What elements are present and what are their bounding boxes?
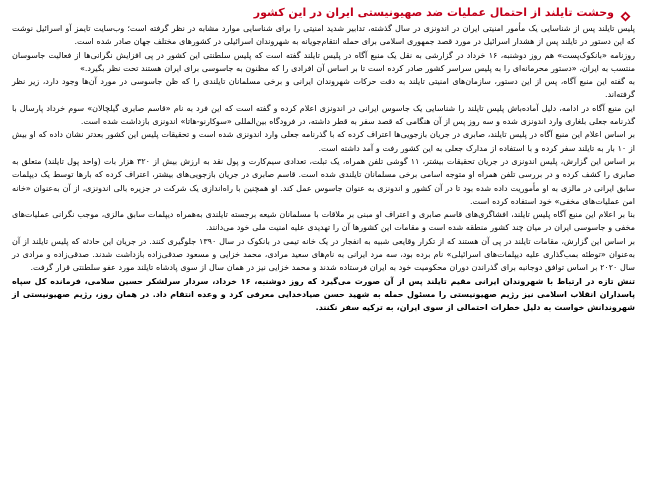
article-paragraph-1: پلیس تایلند پس از شناسایی یک مأمور امنیتی ایران در اندونزی در سال گذشته، تدابیر شدید امنیتی را برای شناسایی موارد مشابه در نظر گرفته است؛ وب‌سایت تایمز آو اسرائیل نوشت که این دستور در تایلند پس از هشدار اسرائیل در مورد قصد جمهوری اسلامی برای حمله انتقام‌جویانه به شهروندان اسرائیلی در کشورهای مختلف جهان صادر شده است. [12,24,635,47]
article-header [12,6,635,19]
article-paragraph-4: این منبع آگاه در ادامه، دلیل آماده‌باش پلیس تایلند را شناسایی یک جاسوس ایرانی در اندونزی اعلام کرده و گفته است که این فرد به نام «قاسم صابری گیلچالان» سوم خرداد پارسال با گذرنامه جعلی بلغاری وارد اندونزی شده و سه روز پس از آن هنگامی که قصد سفر به قطر داشته، در فرودگاه بین‌المللی «سوکارنو-هاتا» اندونزی بازداشت شده است. [12,103,635,127]
red-diamond-bullet-icon [620,7,631,18]
article-paragraph-9: تنش تازه در ارتباط با شهروندان ایرانی مقیم تایلند پس از آن صورت می‌گیرد که روز دوشنبه، ۱۶ خرداد، سردار سرلشکر حسین سلامی، فرمانده کل سپاه پاسداران انقلاب اسلامی نیز رژیم صهیونیستی را مسئول حمله به شهید حسن صیاد‌خدایی معرفی کرد و وعده انتقام داد. در همان روز، رژیم صهیونیستی از شهروندانش خواست به دلیل خطرات احتمالی از سوی ایران، به ترکیه سفر نکنند. [12,276,635,313]
article-paragraph-2: روزنامه «بانکوک‌پست» هم روز دوشنبه، ۱۶ خرداد در گزارشی به نقل یک منبع آگاه در پلیس تایلند گفته است که پلیس سلطنتی این کشور در پی افزایش نگرانی‌ها از فعالیت جاسوسان منتسب به ایران، «دستور محرمانه‌ای را به پلیس سراسر کشور صادر کرده است تا بر اساس آن افرادی را که مظنون به جاسوسی برای ایران هستند تحت نظر بگیرد.» [12,50,635,73]
article-paragraph-3: به گفته این منبع آگاه، پس از این دستور، سازمان‌های امنیتی تایلند به دقت حرکات شهروندان ایرانی و برخی مسلمانان تایلندی را که ظن جاسوسی در مورد آن‌ها وجود دارد، زیر نظر گرفته‌اند. [12,77,635,100]
article-paragraph-7: بنا بر اعلام این منبع آگاه پلیس تایلند، افشاگری‌های قاسم صابری و اعتراف او مبنی بر ملاقات با مسلمانان شیعه برجسته تایلندی به‌همراه دیپلمات سابق مالزی، موجب نگرانی عملیات‌های مخفی و جاسوسی ایران در میان چند کشور منطقه شده است و مقامات این کشورها آن را تهدیدی علیه امنیت ملی خود می‌دانند. [12,210,635,233]
article-paragraph-8: بر اساس این گزارش، مقامات تایلند در پی آن هستند که از تکرار وقایعی شبیه به انفجار در یک خانه تیمی در بانکوک در سال ۱۳۹۰ جلوگیری کنند. در جریان این حادثه که پلیس تایلند از آن به‌عنوان «توطئه بمب‌گذاری علیه دیپلمات‌های اسرائیلی» نام برده بود، سه مرد ایرانی به نام‌های سعید مرادی، محمد خزایی و مسعود صدقی‌زاده بازداشت شدند. صدقی‌زاده و مرادی در سال ۲۰۲۰ بر اساس توافق دوجانبه برای گذراندن دوران محکومیت خود به ایران فرستاده شدند و محمد خزایی نیز در همان سال از سوی پادشاه تایلند مورد عفو سلطنتی قرار گرفت. [12,236,635,273]
article-title: وحشت تایلند از احتمال عملیات ضد صهیونیستی ایران در این کشور [253,6,614,19]
article-paragraph-6: بر اساس این گزارش، پلیس اندونزی در جریان تحقیقات بیشتر، ۱۱ گوشی تلفن همراه، یک تبلت، تعدادی سیم‌کارت و پول نقد به ارزش بیش از ۳۲۰ هزار بات (واحد پول تایلند) متعلق به صابری را کشف کرده و در بررسی تلفن همراه او متوجه اسامی برخی مسلمانان تایلندی شده است. قاسم صابری در جریان بازجویی‌های بیشتر، اعتراف کرده که بارها توسط یک دیپلمات سابق ایرانی در مالزی به او مأموریت داده شده بود تا در آن کشور و اندونزی به عنوان جاسوس عمل کند. او همچنین با راه‌اندازی یک شرکت در جزیره بالی اندونزی، از آن به‌عنوان «خانه امن عملیات‌های مخفی» خود استفاده کرده است. [12,156,635,206]
article-paragraph-5: بر اساس اعلام این منبع آگاه در پلیس تایلند، صابری در جریان بازجویی‌ها اعتراف کرده که با گذرنامه جعلی وارد اندونزی شده است و تحقیقات پلیس این کشور بعد‌تر نشان داده که او بیش از ۱۰ بار به تایلند سفر کرده و با استفاده از مدارک جعلی به این کشور رفت و آمد داشته است. [12,130,635,153]
